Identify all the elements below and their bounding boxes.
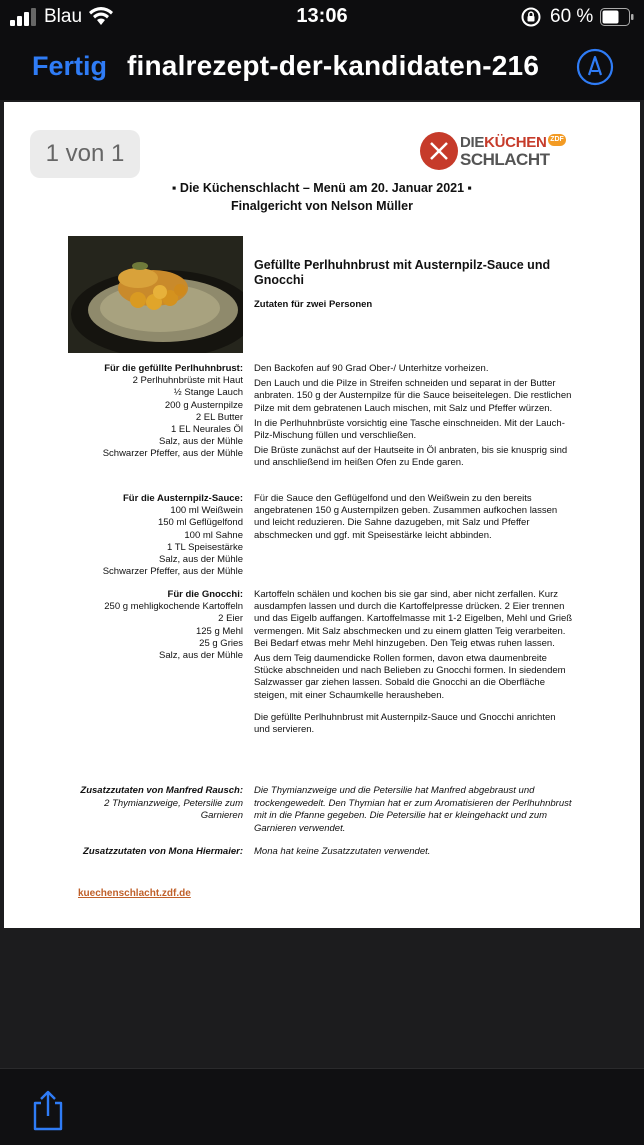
ingredient: 2 EL Butter (195, 411, 243, 423)
ingredient-list (60, 493, 243, 578)
logo-emblem-icon (420, 132, 458, 170)
instruction-step: Den Backofen auf 90 Grad Ober-/ Unterhitze vorheizen. (254, 363, 489, 374)
ingredient: 250 g mehligkochende Kartoffeln (104, 601, 243, 613)
page-indicator: 1 von 1 (30, 130, 140, 178)
instruction-step: Den Lauch und die Pilze in Streifen schneiden und separat in der Butter anbraten. 150 g der Austernpilze für die Sauce beiseitelegen. Die restlichen Pilze mit dem gebratenen Lauch mischen, mit Salz und Pfeffer würzen. (254, 378, 572, 414)
ingredient: 1 TL Speisestärke (166, 541, 243, 553)
battery-percent: 60 % (550, 6, 594, 27)
status-bar (0, 0, 644, 36)
zdf-badge: ZDF (548, 134, 566, 146)
document-title: finalrezept-der-kandidaten-216 (127, 50, 540, 81)
ingredient: 2 Eier (218, 613, 243, 625)
logo-text-top: DIEKÜCHEN (460, 134, 547, 151)
ingredient: 25 g Gries (199, 637, 243, 649)
ingredient-list (60, 589, 243, 662)
kuechenschlacht-logo (420, 132, 570, 172)
instruction-step: Für die Sauce den Geflügelfond und den Weißwein zu den bereits angebratenen 150 g Austernpilzen geben. Zusammen aufkochen lassen und leicht reduzieren. Die Sahne dazugeben, mit Salz und Pfeffer abschmecken und ggf. mit Speisestärke leicht abbinden. (254, 493, 558, 541)
instructions (254, 493, 574, 545)
chef-heading: Finalgericht von Nelson Müller (231, 199, 413, 213)
ingredient: Salz, aus der Mühle (159, 436, 243, 448)
extra-heading: Zusatzzutaten von Mona Hiermaier: (83, 846, 243, 857)
carrier-name: Blau (44, 6, 83, 27)
share-icon[interactable] (30, 1089, 66, 1131)
extra-text: Mona hat keine Zusatzzutaten verwendet. (254, 846, 431, 857)
extra-text: Die Thymianzweige und die Petersilie hat Manfred abgebraust und trockengewedelt. Den Thymian hat er zum Aromatisieren der Perlhuhnbrust mit in die Pfanne gegeben. Die Petersilie hat er kleingehackt und zum Garnieren verwendet. (254, 785, 572, 834)
instruction-step: Aus dem Teig daumendicke Rollen formen, davon etwa daumenbreite Stücke abschneiden und nach Belieben zu Gnocchi formen. In siedendem Salzwasser gar ziehen lassen. Sobald die Gnocchi an die Oberfläche steigen, mit einer Schaumkelle herausheben. (254, 653, 566, 701)
extra-ingredients (60, 846, 243, 859)
logo-text-bottom: SCHLACHT (460, 150, 550, 169)
instruction-step: Die gefüllte Perlhuhnbrust mit Austernpilz-Sauce und Gnocchi anrichten und servieren. (254, 711, 556, 736)
extra-detail: 2 Thymianzweige, Petersilie zum Garnieren (104, 797, 243, 822)
bottom-toolbar (0, 1068, 644, 1145)
markup-icon[interactable] (576, 48, 614, 86)
servings-note: Zutaten für zwei Personen (254, 299, 373, 310)
rotation-lock-icon (520, 6, 542, 28)
navigation-bar (0, 36, 644, 100)
ingredient: Schwarzer Pfeffer, aus der Mühle (102, 566, 243, 578)
ingredient: 100 ml Weißwein (170, 505, 243, 517)
ingredient: Schwarzer Pfeffer, aus der Mühle (102, 448, 243, 460)
ingredient: Salz, aus der Mühle (159, 650, 243, 662)
ingredient: ½ Stange Lauch (173, 387, 243, 399)
dish-title: Gefüllte Perlhuhnbrust mit Austernpilz-Sauce und Gnocchi (254, 258, 551, 287)
ingredient: 100 ml Sahne (184, 529, 243, 541)
menu-heading: ▪ Die Küchenschlacht – Menü am 20. Januar 2021 ▪ (172, 181, 472, 195)
section-heading: Für die Gnocchi: (167, 589, 243, 600)
ingredient: 150 ml Geflügelfond (157, 517, 243, 529)
ingredient: Salz, aus der Mühle (159, 554, 243, 566)
extra-heading: Zusatzzutaten von Manfred Rausch: (80, 785, 243, 796)
instructions (254, 589, 574, 739)
section-heading: Für die Austernpilz-Sauce: (123, 493, 243, 504)
instruction-step: Die Brüste zunächst auf der Hautseite in Öl anbraten, bis sie knusprig sind und anschließend im heißen Ofen zu Ende garen. (254, 445, 568, 469)
clock: 13:06 (296, 5, 348, 27)
instruction-step: In die Perlhuhnbrüste vorsichtig eine Tasche einschneiden. Mit der Lauch-Pilz-Mischung füllen und verschließen. (254, 417, 565, 442)
ingredient: 2 Perlhuhnbrüste mit Haut (132, 375, 243, 387)
battery-icon (600, 8, 634, 26)
ingredient: 1 EL Neurales Öl (171, 424, 243, 436)
ingredient: 125 g Mehl (195, 625, 243, 637)
ingredient-list (60, 363, 243, 461)
dish-photo (68, 236, 243, 353)
done-button[interactable]: Fertig (32, 51, 108, 81)
instructions (254, 363, 574, 473)
extra-ingredients (60, 785, 243, 823)
instruction-step: Kartoffeln schälen und kochen bis sie gar sind, aber nicht zerfallen. Kurz ausdampfen lassen und durch die Kartoffelpresse drücken. 2 Eier trennen und das Eigelb auffangen. Kartoffelmasse mit 1-2 Eigelben, Mehl und Grieß vermengen. Mit Salz abschmecken und zu einem glatten Teig verarbeiten. Bei Bedarf etwas mehr Mehl hinzugeben. Den Teig etwas ruhen lassen. (254, 589, 573, 649)
website-link[interactable]: kuechenschlacht.zdf.de (78, 888, 191, 899)
section-heading: Für die gefüllte Perlhuhnbrust: (104, 363, 243, 374)
ingredient: 200 g Austernpilze (164, 399, 243, 411)
